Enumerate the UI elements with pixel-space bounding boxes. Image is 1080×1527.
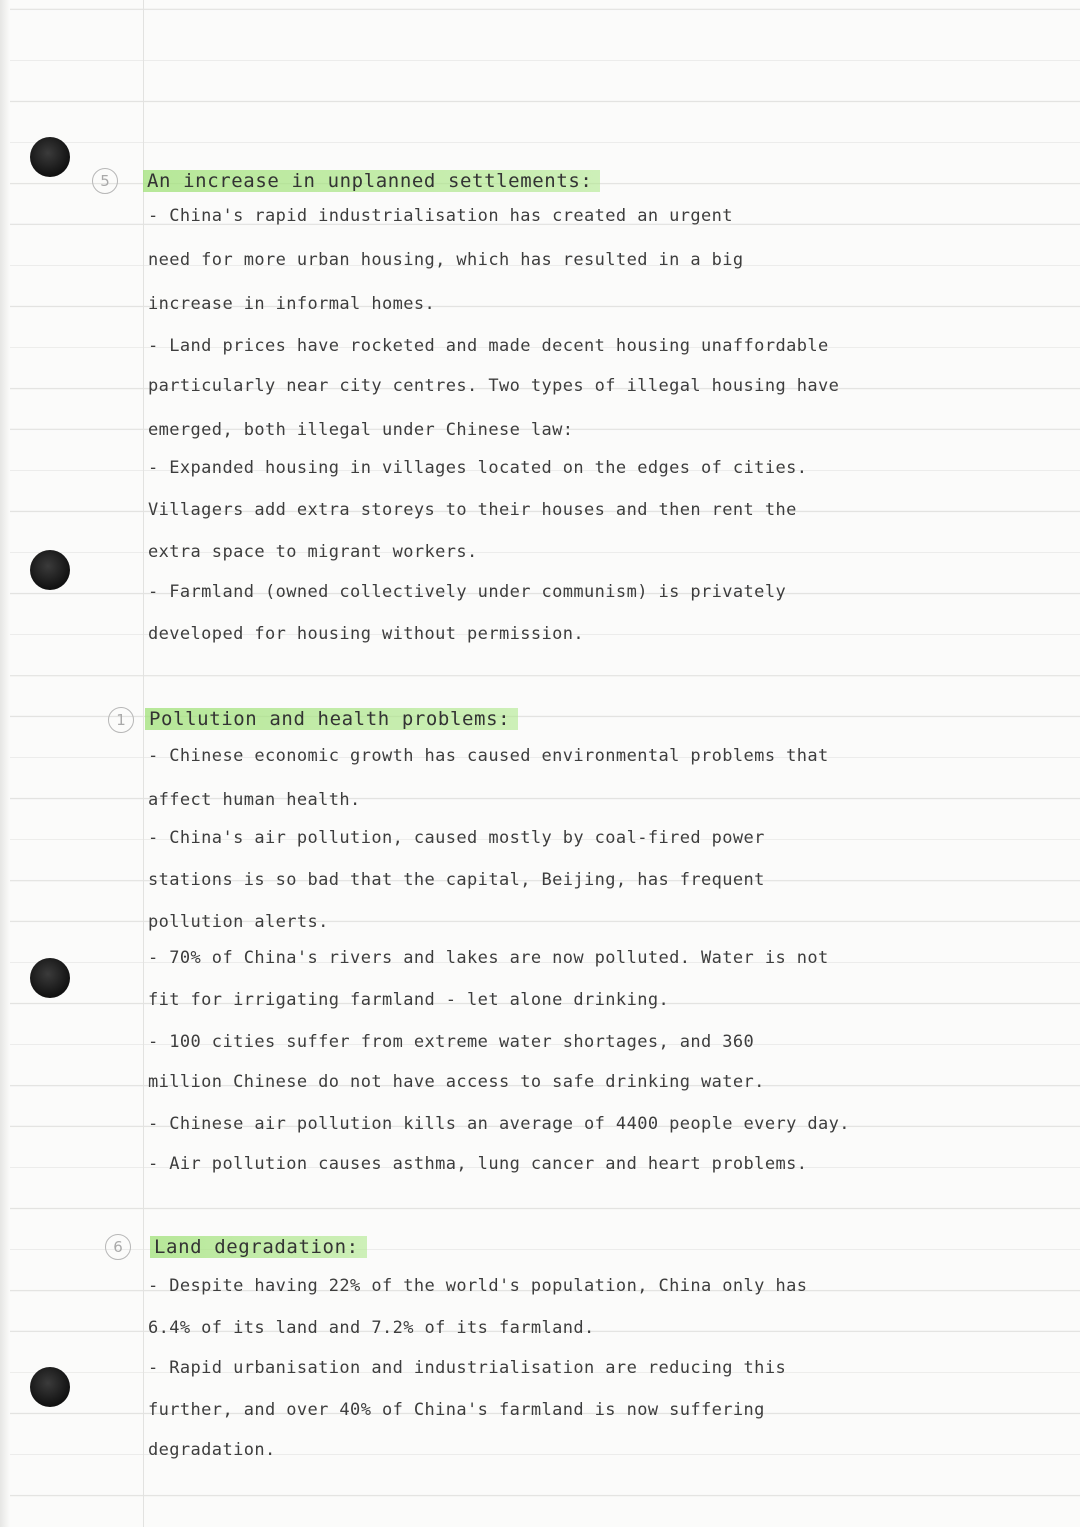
section-number: 5 <box>92 168 118 194</box>
note-line: pollution alerts. <box>148 912 329 932</box>
section-heading: Land degradation: <box>150 1236 367 1258</box>
note-line: - 70% of China's rivers and lakes are now polluted. Water is not <box>148 948 829 968</box>
note-line: further, and over 40% of China's farmland is now suffering <box>148 1400 765 1420</box>
note-line: need for more urban housing, which has resulted in a big <box>148 250 744 270</box>
note-line: Villagers add extra storeys to their houses and then rent the <box>148 500 797 520</box>
note-line: - Farmland (owned collectively under communism) is privately <box>148 582 787 602</box>
note-line: - China's rapid industrialisation has created an urgent <box>148 206 733 226</box>
section-number: 6 <box>105 1234 131 1260</box>
margin-line <box>143 0 144 1527</box>
note-line: fit for irrigating farmland - let alone drinking. <box>148 990 670 1010</box>
note-line: - 100 cities suffer from extreme water shortages, and 360 <box>148 1032 755 1052</box>
note-line: increase in informal homes. <box>148 294 436 314</box>
note-line: - Land prices have rocketed and made decent housing unaffordable <box>148 336 829 356</box>
punch-hole <box>30 1367 70 1407</box>
note-line: - Chinese air pollution kills an average of 4400 people every day. <box>148 1114 850 1134</box>
note-line: extra space to migrant workers. <box>148 542 478 562</box>
note-line: 6.4% of its land and 7.2% of its farmland. <box>148 1318 595 1338</box>
note-line: emerged, both illegal under Chinese law: <box>148 420 574 440</box>
section-number: 1 <box>108 707 134 733</box>
punch-hole <box>30 137 70 177</box>
note-line: affect human health. <box>148 790 361 810</box>
note-line: - Chinese economic growth has caused environmental problems that <box>148 746 829 766</box>
note-line: - Expanded housing in villages located on the edges of cities. <box>148 458 808 478</box>
punch-hole <box>30 550 70 590</box>
note-line: - Despite having 22% of the world's population, China only has <box>148 1276 808 1296</box>
punch-hole <box>30 958 70 998</box>
note-line: million Chinese do not have access to safe drinking water. <box>148 1072 765 1092</box>
note-line: - China's air pollution, caused mostly by coal-fired power <box>148 828 765 848</box>
page-edge <box>0 0 10 1527</box>
note-line: - Rapid urbanisation and industrialisation are reducing this <box>148 1358 787 1378</box>
note-line: developed for housing without permission. <box>148 624 585 644</box>
section-heading: An increase in unplanned settlements: <box>143 170 600 192</box>
note-line: - Air pollution causes asthma, lung cancer and heart problems. <box>148 1154 808 1174</box>
section-heading: Pollution and health problems: <box>145 708 518 730</box>
note-line: particularly near city centres. Two types of illegal housing have <box>148 376 840 396</box>
note-line: stations is so bad that the capital, Beijing, has frequent <box>148 870 765 890</box>
note-line: degradation. <box>148 1440 276 1460</box>
